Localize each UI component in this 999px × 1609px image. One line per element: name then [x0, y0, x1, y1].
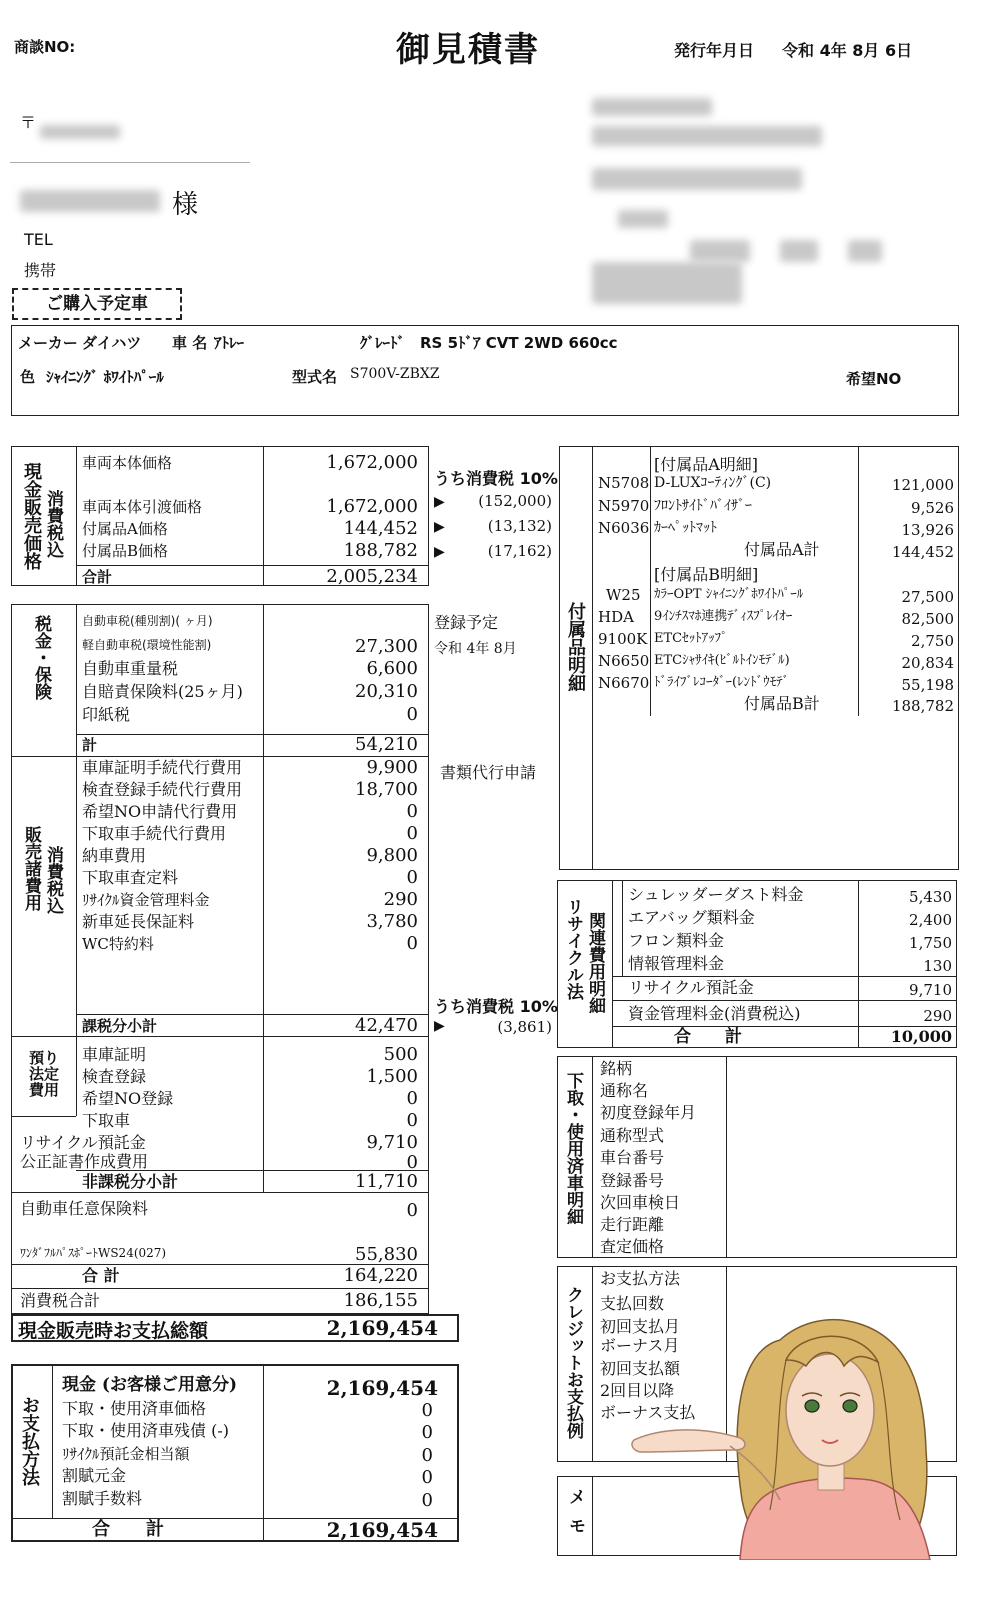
recycle-mgmt-fee-value: 290 — [383, 889, 418, 910]
weight-tax-label: 自動車重量税 — [82, 659, 179, 678]
payment-installment-fee-value: 0 — [421, 1490, 433, 1511]
delivery-fee-value: 9,800 — [366, 845, 418, 866]
deposit-inspection-value: 1,500 — [366, 1066, 418, 1087]
payment-installment-principal-value: 0 — [421, 1467, 433, 1488]
kei-auto-tax-value: 27,300 — [355, 636, 418, 657]
garage-cert-fee-label: 車庫証明手続代行費用 — [82, 758, 243, 777]
recycle-total-value: 10,000 — [890, 1027, 952, 1046]
recycle-section-label: リサイクル法 — [563, 898, 583, 1000]
tradein-chassis-label: 車台番号 — [600, 1148, 665, 1167]
deposit-recycle-value: 9,710 — [366, 1132, 418, 1153]
vehicle-delivery-price-label: 車両本体引渡価格 — [82, 498, 203, 516]
payment-cash-value: 2,169,454 — [326, 1376, 438, 1400]
postal-mark: 〒 — [20, 113, 37, 132]
nontaxable-subtotal-value: 11,710 — [355, 1171, 418, 1192]
tax-note-vehicle: (152,000) — [478, 492, 552, 510]
deposit-section-label: 預り法定費用 — [28, 1049, 59, 1099]
deposit-desired-no-label: 希望NO登録 — [82, 1089, 174, 1108]
compulsory-insurance-value: 20,310 — [355, 681, 418, 702]
redacted-dealer-line-4 — [618, 210, 668, 228]
other-total-value: 164,220 — [343, 1265, 418, 1286]
cash-price-tax-label: 消費税込 — [43, 490, 63, 558]
recycle-deposit-value: 9,710 — [909, 981, 952, 999]
wc-rider-value: 0 — [406, 933, 418, 954]
face — [786, 1354, 874, 1466]
shredder-dust-fee-label: シュレッダーダスト料金 — [628, 885, 804, 904]
tradein-appraisal-fee-label: 下取車査定料 — [82, 868, 179, 887]
shredder-dust-fee-value: 5,430 — [909, 888, 952, 906]
deposit-notary-label: 公正証書作成費用 — [20, 1152, 149, 1171]
accessory-b-name-4: ETCｼｬｻｲｷ(ﾋﾞﾙﾄｲﾝﾓﾃﾞﾙ) — [654, 653, 790, 668]
tradein-appraisal-fee-value: 0 — [406, 867, 418, 888]
color-value: ｼｬｲﾆﾝｸﾞ ﾎﾜｲﾄﾊﾟｰﾙ — [46, 368, 164, 386]
payment-tradein-debt-value: 0 — [421, 1422, 433, 1443]
assistant-illustration — [630, 1300, 960, 1560]
cash-price-section-label: 現金販売価格 — [21, 462, 42, 570]
sales-costs-section-label: 販売諸費用 — [21, 826, 41, 911]
accessory-b-price-label: 付属品B価格 — [82, 542, 169, 560]
accessory-a-name-2: ﾌﾛﾝﾄｻｲﾄﾞﾊﾞｲｻﾞｰ — [654, 498, 752, 514]
address-underline — [10, 162, 250, 163]
accessory-a-name-3: ｶｰﾍﾟｯﾄﾏｯﾄ — [654, 520, 717, 536]
accessory-a-price-value: 144,452 — [343, 518, 418, 539]
left-eye — [805, 1400, 819, 1412]
grade-label: ｸﾞﾚｰﾄﾞ — [360, 334, 406, 352]
payment-total-label: 合 計 — [92, 1519, 164, 1540]
sales-tax-note-value: (3,861) — [497, 1018, 552, 1036]
redacted-dealer-line-8 — [592, 262, 742, 304]
accessory-a-code-1: N5708 — [598, 474, 650, 492]
consumption-tax-total-value: 186,155 — [343, 1290, 418, 1311]
tax-note-accessory-b: (17,162) — [487, 542, 552, 560]
payment-recycle-label: ﾘｻｲｸﾙ預託金相当額 — [62, 1445, 190, 1463]
desired-no-fee-value: 0 — [406, 801, 418, 822]
right-eye — [843, 1400, 857, 1412]
tradein-common-name-label: 通称名 — [600, 1081, 649, 1100]
payment-tradein-value-label: 下取・使用済車価格 — [62, 1399, 207, 1418]
compulsory-insurance-label: 自賠責保険料(25ヶ月) — [82, 682, 243, 701]
credit-bonus-payment-label: ボーナス支払 — [600, 1403, 696, 1422]
memo-section-label: メモ — [565, 1488, 585, 1546]
credit-count-label: 支払回数 — [600, 1294, 665, 1313]
sales-costs-tax-label: 消費税込 — [43, 846, 63, 914]
model-value: S700V-ZBXZ — [350, 366, 440, 382]
airbag-fee-value: 2,400 — [909, 911, 952, 929]
vehicle-price-value: 1,672,000 — [326, 452, 418, 473]
accessory-b-price-value: 188,782 — [343, 540, 418, 561]
tradein-reg-no-label: 登録番号 — [600, 1171, 665, 1190]
info-mgmt-fee-label: 情報管理料金 — [628, 954, 725, 973]
freon-fee-label: フロン類料金 — [628, 931, 725, 950]
grand-total-value: 2,169,454 — [326, 1316, 438, 1340]
accessory-b-value-5: 55,198 — [901, 676, 954, 694]
tax-arrow-icon: ▶ — [434, 494, 445, 510]
inspection-fee-value: 18,700 — [355, 779, 418, 800]
extended-warranty-label: 新車延長保証料 — [82, 912, 195, 931]
grade-value: RS 5ﾄﾞｱ CVT 2WD 660cc — [420, 334, 618, 352]
mobile-label: 携帯 — [24, 261, 57, 280]
credit-section-label: クレジットお支払例 — [563, 1286, 583, 1439]
payment-section-label: お支払方法 — [19, 1396, 40, 1486]
taxable-subtotal-label: 課税分小計 — [82, 1017, 158, 1035]
delivery-fee-label: 納車費用 — [82, 846, 147, 865]
accessory-b-name-2: 9ｲﾝﾁｽﾏﾎ連携ﾃﾞｨｽﾌﾟﾚｲｵｰ — [654, 609, 793, 624]
tax-arrow-icon: ▶ — [434, 1018, 445, 1034]
planned-purchase-label: ご購入予定車 — [12, 288, 182, 320]
maker-label: メーカー — [18, 334, 78, 352]
fund-mgmt-fee-label: 資金管理料金(消費税込) — [628, 1004, 801, 1023]
deposit-garage-cert-value: 500 — [383, 1044, 418, 1065]
tax-insurance-section-label: 税金・保険 — [31, 615, 51, 700]
tax-insurance-total-label: 計 — [82, 736, 98, 754]
accessory-b-code-4: N6650 — [598, 652, 650, 670]
redacted-dealer-line-5 — [690, 240, 750, 262]
inspection-fee-label: 検査登録手続代行費用 — [82, 780, 243, 799]
redacted-address — [40, 125, 120, 139]
accessory-a-total-value: 144,452 — [891, 543, 954, 561]
issue-date: 令和 4年 8月 6日 — [782, 41, 913, 60]
accessory-a-header: [付属品A明細] — [654, 455, 759, 474]
deposit-recycle-label: リサイクル預託金 — [20, 1133, 146, 1152]
extended-warranty-value: 3,780 — [366, 911, 418, 932]
document-title: 御見積書 — [396, 30, 540, 70]
deposit-garage-cert-label: 車庫証明 — [82, 1045, 147, 1064]
taxable-subtotal-value: 42,470 — [355, 1015, 418, 1036]
tax-arrow-icon: ▶ — [434, 519, 445, 535]
redacted-name — [20, 190, 160, 212]
tax-insurance-total-value: 54,210 — [355, 734, 418, 755]
fund-mgmt-fee-value: 290 — [923, 1007, 952, 1025]
accessory-b-value-4: 20,834 — [901, 654, 954, 672]
grand-total-label: 現金販売時お支払総額 — [18, 1320, 209, 1342]
vehicle-price-label: 車両本体価格 — [82, 454, 173, 472]
payment-tradein-value-value: 0 — [421, 1400, 433, 1421]
accessory-b-total-value: 188,782 — [891, 697, 954, 715]
credit-subsequent-label: 2回目以降 — [600, 1381, 675, 1400]
credit-bonus-month-label: ボーナス月 — [600, 1336, 680, 1355]
tax-arrow-icon: ▶ — [434, 544, 445, 560]
payment-tradein-debt-label: 下取・使用済車残債 (-) — [62, 1421, 229, 1440]
auto-tax-label: 自動車税(種別割)( ヶ月) — [82, 614, 213, 628]
desired-no-label: 希望NO — [846, 370, 902, 388]
tradein-fee-label: 下取車手続代行費用 — [82, 824, 227, 843]
deposit-desired-no-value: 0 — [406, 1088, 418, 1109]
accessory-b-value-3: 2,750 — [911, 632, 954, 650]
honorific: 様 — [172, 190, 199, 220]
maker-value: ダイハツ — [82, 334, 142, 352]
document-agency-note: 書類代行申請 — [440, 763, 537, 782]
kei-auto-tax-label: 軽自動車税(環境性能割) — [82, 638, 212, 652]
accessory-a-value-2: 9,526 — [911, 499, 954, 517]
vehicle-delivery-price-value: 1,672,000 — [326, 496, 418, 517]
accessory-b-code-3: 9100K — [598, 630, 648, 648]
credit-first-month-label: 初回支払月 — [600, 1317, 681, 1336]
issue-date-label: 発行年月日 — [674, 41, 755, 60]
payment-total-value: 2,169,454 — [326, 1518, 438, 1542]
accessory-b-name-1: ｶﾗｰOPT ｼｬｲﾆﾝｸﾞﾎﾜｲﾄﾊﾟｰﾙ — [654, 587, 804, 602]
tradein-model-label: 通称型式 — [600, 1126, 665, 1145]
recycle-deposit-label: リサイクル預託金 — [628, 978, 754, 997]
freon-fee-value: 1,750 — [909, 934, 952, 952]
optional-insurance-item-value: 55,830 — [355, 1244, 418, 1265]
tradein-next-inspection-label: 次回車検日 — [600, 1193, 681, 1212]
payment-installment-principal-label: 割賦元金 — [62, 1466, 127, 1485]
deposit-inspection-label: 検査登録 — [82, 1067, 147, 1086]
accessory-b-name-3: ETCｾｯﾄｱｯﾌﾟ — [654, 631, 728, 646]
accessory-a-code-2: N5970 — [598, 497, 650, 515]
accessory-b-code-5: N6670 — [598, 674, 650, 692]
accessory-a-price-label: 付属品A価格 — [82, 520, 168, 538]
tradein-fee-value: 0 — [406, 823, 418, 844]
redacted-dealer-line-7 — [848, 240, 882, 262]
deposit-tradein-label: 下取車 — [82, 1111, 131, 1130]
tradein-brand-label: 銘柄 — [600, 1059, 633, 1078]
accessory-a-name-1: D-LUXｺｰﾃｨﾝｸﾞ(C) — [654, 475, 772, 491]
recycle-total-label: 合 計 — [674, 1027, 742, 1047]
accessory-a-total-label: 付属品A計 — [744, 540, 820, 559]
registration-plan-label: 登録予定 — [434, 613, 499, 632]
optional-insurance-value: 0 — [406, 1200, 418, 1221]
accessory-a-code-3: N6036 — [598, 519, 650, 537]
desired-no-fee-label: 希望NO申請代行費用 — [82, 802, 238, 821]
tradein-mileage-label: 走行距離 — [600, 1215, 665, 1234]
deal-no-label: 商談NO: — [14, 38, 76, 56]
redacted-dealer-line-3 — [592, 168, 802, 190]
accessory-b-header: [付属品B明細] — [654, 565, 759, 584]
color-label: 色 — [20, 368, 36, 386]
car-name-value: ｱﾄﾚｰ — [214, 334, 245, 352]
stamp-tax-value: 0 — [406, 704, 418, 725]
redacted-dealer-line-6 — [780, 240, 818, 262]
wc-rider-label: WC特約料 — [82, 935, 154, 953]
airbag-fee-label: エアバッグ類料金 — [628, 908, 755, 927]
recycle-section-sublabel: 関連費用明細 — [585, 912, 605, 1014]
sales-tax-note-label: うち消費税 10% — [434, 997, 558, 1016]
recycle-mgmt-fee-label: ﾘｻｲｸﾙ資金管理料金 — [82, 891, 210, 909]
accessories-section-label: 付属品明細 — [565, 602, 586, 692]
credit-first-amount-label: 初回支払額 — [600, 1359, 681, 1378]
cash-price-total-value: 2,005,234 — [326, 566, 418, 587]
cash-price-total-label: 合計 — [82, 568, 113, 586]
payment-installment-fee-label: 割賦手数料 — [62, 1489, 143, 1508]
deposit-tradein-value: 0 — [406, 1110, 418, 1131]
nontaxable-subtotal-label: 非課税分小計 — [82, 1172, 179, 1191]
redacted-dealer-line-2 — [592, 126, 822, 146]
accessory-b-total-label: 付属品B計 — [744, 694, 820, 713]
weight-tax-value: 6,600 — [366, 658, 418, 679]
tradein-section-label: 下取・使用済車明細 — [563, 1072, 583, 1225]
presenting-hand — [632, 1430, 745, 1452]
credit-method-label: お支払方法 — [600, 1269, 681, 1288]
tax-note-accessory-a: (13,132) — [487, 517, 552, 535]
model-label: 型式名 — [292, 368, 338, 386]
accessory-b-code-2: HDA — [598, 608, 634, 626]
optional-insurance-label: 自動車任意保険料 — [20, 1199, 149, 1218]
accessory-a-value-1: 121,000 — [891, 476, 954, 494]
tradein-appraisal-label: 査定価格 — [600, 1237, 665, 1256]
stamp-tax-label: 印紙税 — [82, 705, 131, 724]
tradein-first-reg-label: 初度登録年月 — [600, 1103, 697, 1122]
accessory-b-name-5: ﾄﾞﾗｲﾌﾞﾚｺｰﾀﾞｰ(ﾚﾝﾄﾞｳﾓﾃﾞ — [654, 675, 790, 690]
payment-cash-label: 現金 (お客様ご用意分) — [62, 1375, 238, 1395]
other-total-label: 合 計 — [82, 1266, 120, 1285]
redacted-dealer-line-1 — [592, 98, 712, 116]
optional-insurance-item-label: ﾜﾝﾀﾞﾌﾙﾊﾟｽﾎﾟｰﾄWS24(027) — [20, 1246, 167, 1260]
info-mgmt-fee-value: 130 — [923, 957, 952, 975]
consumption-tax-total-label: 消費税合計 — [20, 1291, 101, 1310]
accessory-b-value-1: 27,500 — [901, 588, 954, 606]
accessory-b-value-2: 82,500 — [901, 610, 954, 628]
car-name-label: 車 名 — [172, 334, 208, 352]
registration-plan-date: 令和 4年 8月 — [434, 641, 517, 657]
accessory-b-code-1: W25 — [606, 586, 641, 604]
garage-cert-fee-value: 9,900 — [366, 757, 418, 778]
payment-recycle-value: 0 — [421, 1445, 433, 1466]
tel-label: TEL — [24, 230, 53, 249]
cash-tax-note-label: うち消費税 10% — [434, 469, 558, 488]
accessory-a-value-3: 13,926 — [901, 521, 954, 539]
deposit-notary-value: 0 — [406, 1152, 418, 1173]
